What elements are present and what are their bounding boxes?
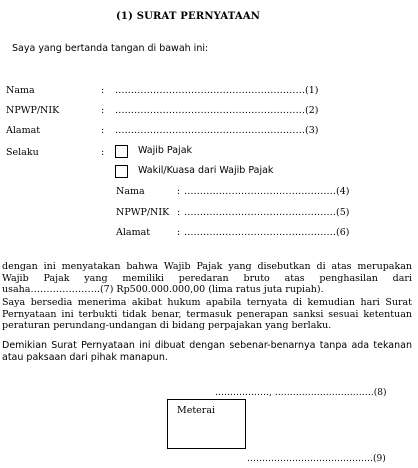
- field-colon: :: [177, 227, 181, 238]
- document-title: (1) SURAT PERNYATAAN: [116, 11, 261, 22]
- stamp-label: Meterai: [177, 405, 216, 416]
- signature-line[interactable]: ……………………………………(9): [247, 454, 386, 464]
- field-label: Nama: [6, 85, 35, 96]
- field-label: NPWP/NIK: [116, 207, 170, 218]
- stamp-box: [167, 399, 246, 449]
- fill-line-nama[interactable]: ……………………………………………………(1): [115, 85, 319, 96]
- consequence-paragraph: Saya bersedia menerima akibat hukum apabila ternyata di kemudian hari Surat Pernyataan ini terbukti tidak benar, termasuk penerapan sanksi sesuai ketentuan peraturan perundang-undangan di bidang perpajakan yang berlaku.: [2, 297, 412, 331]
- fill-line-alamat[interactable]: ……………………………………………………(3): [115, 125, 319, 136]
- field-colon: :: [101, 105, 105, 116]
- field-label: Alamat: [6, 125, 41, 136]
- fill-line-wakil-nama[interactable]: …………………………………………(4): [184, 186, 350, 197]
- field-colon: :: [177, 207, 181, 218]
- statement-paragraph: dengan ini menyatakan bahwa Wajib Pajak yang disebutkan di atas merupakan Wajib Pajak yang memiliki peredaran bruto atas penghasilan dari usaha………………….(7) Rp500.000.000,00 (lima ratus juta rupiah).: [2, 261, 412, 295]
- field-colon: :: [177, 186, 181, 197]
- checkbox[interactable]: [115, 165, 128, 178]
- field-label: Alamat: [116, 227, 151, 238]
- field-label: Nama: [116, 186, 145, 197]
- intro-text: Saya yang bertanda tangan di bawah ini:: [12, 43, 209, 54]
- field-label: Selaku: [6, 147, 39, 158]
- option-label: Wajib Pajak: [138, 145, 193, 156]
- option-label: Wakil/Kuasa dari Wajib Pajak: [138, 165, 274, 176]
- place-date-line[interactable]: ………………, ……………………………(8): [215, 388, 387, 398]
- field-label: NPWP/NIK: [6, 105, 60, 116]
- fill-line-wakil-alamat[interactable]: …………………………………………(6): [184, 227, 350, 238]
- checkbox[interactable]: [115, 145, 128, 158]
- field-colon: :: [101, 125, 105, 136]
- closing-paragraph: Demikian Surat Pernyataan ini dibuat dengan sebenar-benarnya tanpa ada tekanan atau paksaan dari pihak manapun.: [2, 340, 412, 363]
- field-colon: :: [101, 85, 105, 96]
- fill-line-npwp[interactable]: ……………………………………………………(2): [115, 105, 319, 116]
- fill-line-wakil-npwp[interactable]: …………………………………………(5): [184, 207, 350, 218]
- field-colon: :: [101, 147, 105, 158]
